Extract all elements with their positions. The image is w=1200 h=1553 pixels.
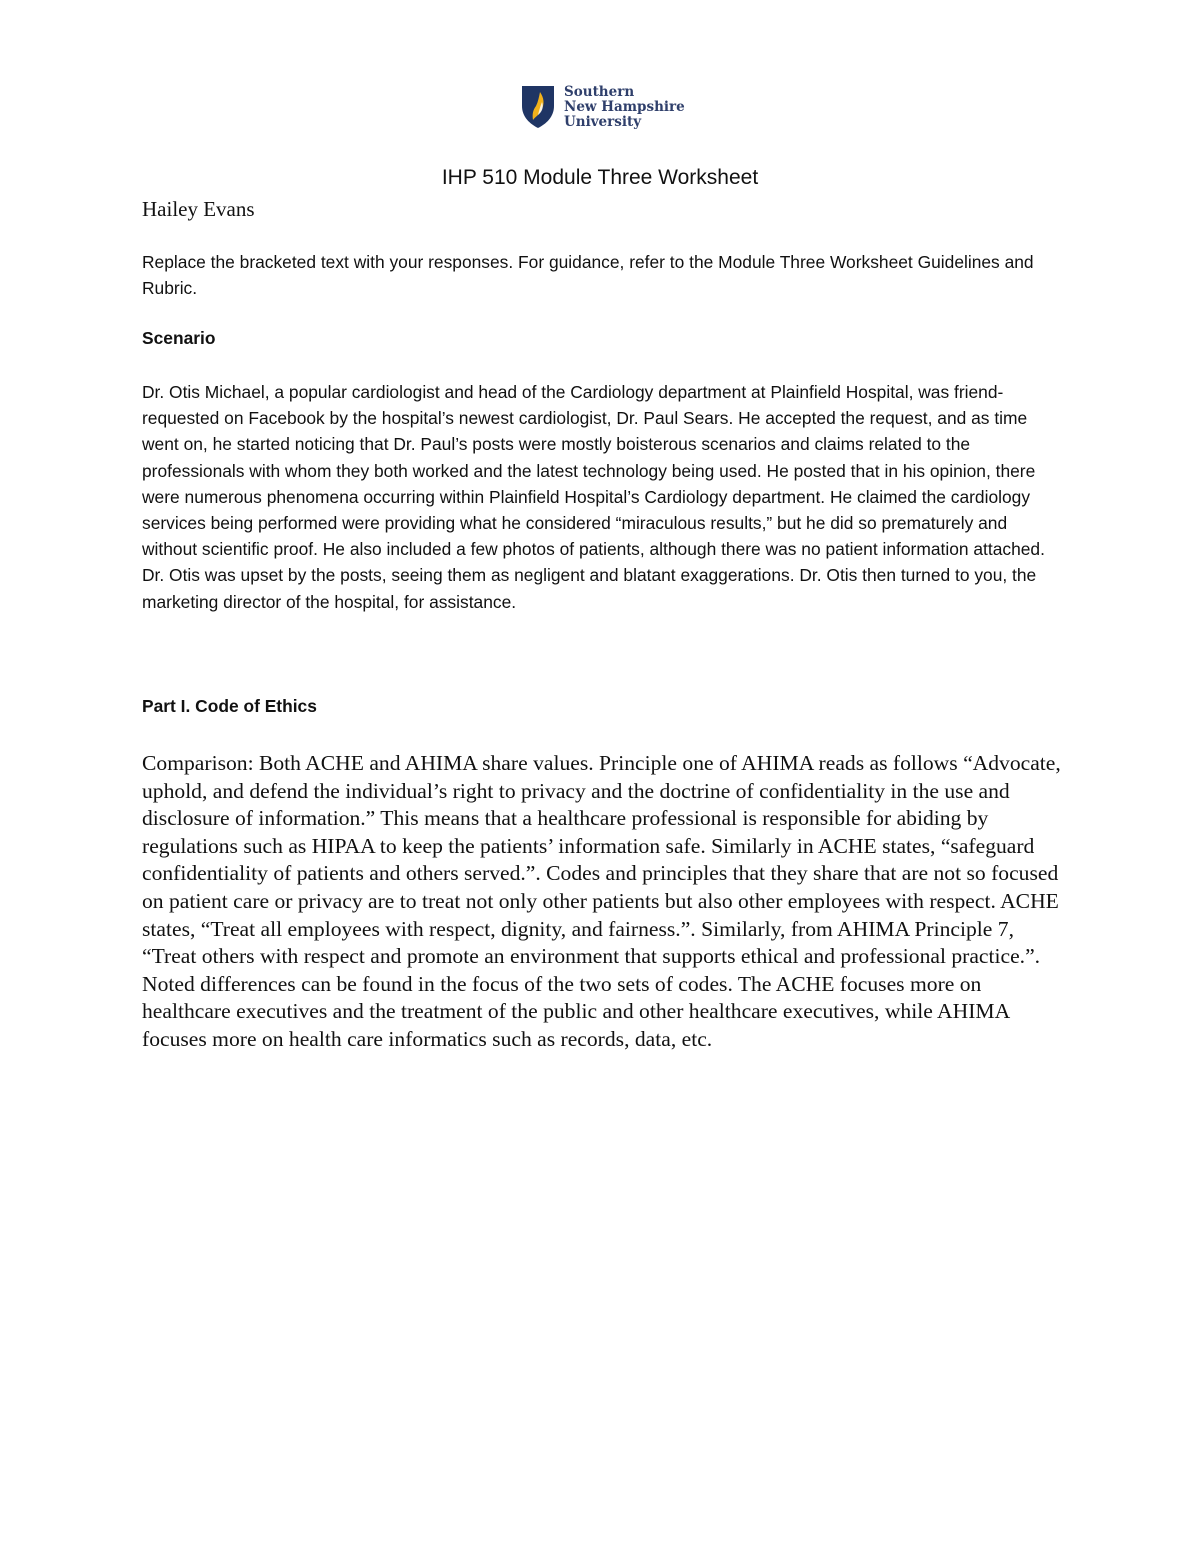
comparison-paragraph: Comparison: Both ACHE and AHIMA share values. Principle one of AHIMA reads as follows “Advocate, uphold, and defend the individual’s right to privacy and the doctrine of confidentiality in the use and disclosure of information.” This means that a healthcare professional is responsible for abiding by regulations such as HIPAA to keep the patients’ information safe. Similarly in ACHE states, “safeguard confidentiality of patients and others served.”. Codes and principles that they share that are not so focused on patient care or privacy are to treat not only other patients but also other employees with respect. ACHE states, “Treat all employees with respect, dignity, and fairness.”. Similarly, from AHIMA Principle 7, “Treat others with respect and promote an environment that supports ethical and professional practice.”. Noted differences can be found in the focus of the two sets of codes. The ACHE focuses more on healthcare executives and the treatment of the public and other healthcare executives, while AHIMA focuses more on health care informatics such as records, data, etc. bbox=[142, 751, 1061, 1051]
part-one-heading: Part I. Code of Ethics bbox=[142, 696, 317, 716]
logo-line-2: New Hampshire bbox=[564, 98, 685, 115]
logo-wordmark bbox=[564, 85, 685, 130]
logo-line-3: University bbox=[564, 113, 642, 130]
scenario-paragraph: Dr. Otis Michael, a popular cardiologist and head of the Cardiology department at Plainfield Hospital, was friend-requested on Facebook by the hospital’s newest cardiologist, Dr. Paul Sears. He accepted the request, and as time went on, he started noticing that Dr. Paul’s posts were mostly boisterous scenarios and claims related to the professionals with whom they both worked and the latest technology being used. He posted that in his opinion, there were numerous phenomena occurring within Plainfield Hospital’s Cardiology department. He claimed the cardiology services being performed were providing what he considered “miraculous results,” but he did so prematurely and without scientific proof. He also included a few photos of patients, although there was no patient information attached. Dr. Otis was upset by the posts, seeing them as negligent and blatant exaggerations. Dr. Otis then turned to you, the marketing director of the hospital, for assistance. bbox=[142, 382, 1045, 612]
logo-line-1: Southern bbox=[564, 83, 635, 100]
author-name: Hailey Evans bbox=[142, 197, 255, 221]
document-title: IHP 510 Module Three Worksheet bbox=[441, 166, 759, 189]
university-logo bbox=[520, 84, 685, 130]
scenario-heading: Scenario bbox=[142, 328, 216, 348]
shield-flame-icon bbox=[520, 84, 556, 130]
instructions-paragraph: Replace the bracketed text with your responses. For guidance, refer to the Module Three Worksheet Guidelines and Rubric. bbox=[142, 252, 1034, 299]
